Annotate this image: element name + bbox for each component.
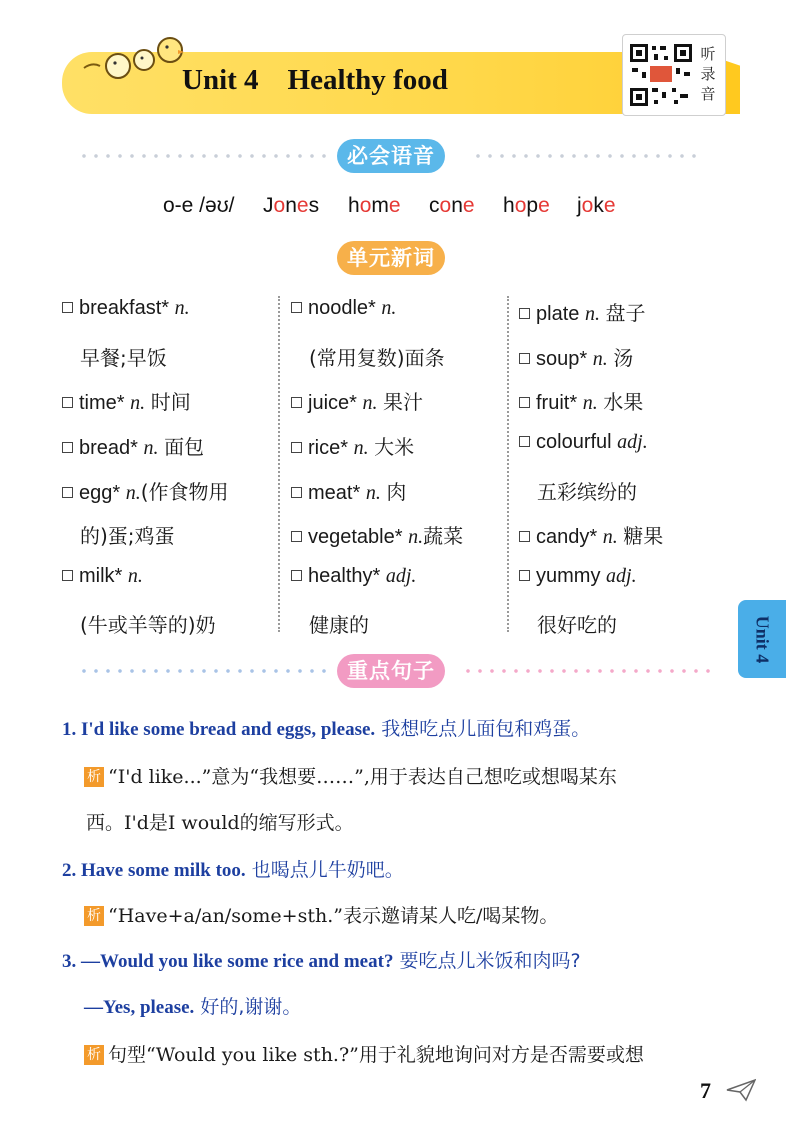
- vocab-item: noodle* n.: [291, 297, 396, 320]
- key-sentence-3: 3. —Would you like some rice and meat? 要吃点儿米饭和肉吗?: [62, 950, 581, 972]
- checkbox-icon[interactable]: [519, 531, 530, 542]
- vocab-item: colourful adj.: [519, 431, 648, 454]
- vocab-meaning: 的)蛋;鸡蛋: [80, 524, 175, 548]
- analysis-marker-icon: 析: [84, 767, 104, 787]
- divider-dots: [462, 669, 712, 673]
- section-title-phonics: 必会语音: [337, 139, 445, 173]
- chicks-illustration: [82, 34, 192, 84]
- checkbox-icon[interactable]: [519, 308, 530, 319]
- vocab-item: time* n. 时间: [62, 386, 191, 415]
- phonics-rule: o-e /əʊ/: [163, 194, 235, 217]
- sentence-note: 西。I'd是I would的缩写形式。: [86, 812, 354, 834]
- unit-side-tab-label: Unit 4: [752, 615, 773, 663]
- checkbox-icon[interactable]: [62, 442, 73, 453]
- phonics-word: Jones: [263, 194, 320, 217]
- section-title-sentences: 重点句子: [337, 654, 445, 688]
- qr-code-icon[interactable]: [628, 42, 694, 108]
- vocab-item: soup* n. 汤: [519, 342, 633, 371]
- vocab-item: egg* n.(作食物用: [62, 476, 229, 505]
- page-number: 7: [700, 1078, 711, 1103]
- vocab-item: plate n. 盘子: [519, 297, 646, 326]
- vocab-item: breakfast* n.: [62, 297, 190, 320]
- checkbox-icon[interactable]: [291, 531, 302, 542]
- vocab-item: vegetable* n.蔬菜: [291, 520, 463, 549]
- analysis-marker-icon: 析: [84, 1045, 104, 1065]
- sentence-note: 析 “I'd like...”意为“我想要……”,用于表达自己想吃或想喝某东: [84, 762, 617, 789]
- vocab-item: candy* n. 糖果: [519, 520, 663, 549]
- column-divider: [507, 296, 509, 632]
- listen-recording-label[interactable]: 听 录 音: [700, 45, 716, 103]
- divider-dots: [472, 154, 702, 158]
- checkbox-icon[interactable]: [62, 570, 73, 581]
- divider-dots: [78, 669, 328, 673]
- phonics-word: cone: [429, 194, 475, 217]
- checkbox-icon[interactable]: [62, 487, 73, 498]
- vocab-item: milk* n.: [62, 565, 143, 588]
- key-sentence-3-reply: —Yes, please. 好的,谢谢。: [84, 996, 302, 1018]
- unit-title: Unit 4 Healthy food: [182, 64, 448, 96]
- vocab-item: rice* n. 大米: [291, 431, 414, 460]
- key-sentence-1: 1. I'd like some bread and eggs, please. 我想吃点儿面包和鸡蛋。: [62, 718, 591, 740]
- checkbox-icon[interactable]: [62, 397, 73, 408]
- vocab-item: juice* n. 果汁: [291, 386, 423, 415]
- checkbox-icon[interactable]: [291, 442, 302, 453]
- vocab-item: bread* n. 面包: [62, 431, 204, 460]
- checkbox-icon[interactable]: [519, 397, 530, 408]
- checkbox-icon[interactable]: [519, 570, 530, 581]
- vocab-item: healthy* adj.: [291, 565, 416, 588]
- vocab-item: meat* n. 肉: [291, 476, 406, 505]
- sentence-note: 析 句型“Would you like sth.?”用于礼貌地询问对方是否需要或想: [84, 1040, 644, 1067]
- key-sentence-2: 2. Have some milk too. 也喝点儿牛奶吧。: [62, 859, 404, 881]
- checkbox-icon[interactable]: [62, 302, 73, 313]
- checkbox-icon[interactable]: [291, 397, 302, 408]
- sentence-note: 析 “Have+a/an/some+sth.”表示邀请某人吃/喝某物。: [84, 901, 558, 928]
- checkbox-icon[interactable]: [519, 353, 530, 364]
- checkbox-icon[interactable]: [291, 487, 302, 498]
- vocab-meaning: 五彩缤纷的: [537, 480, 637, 504]
- section-title-vocab: 单元新词: [337, 241, 445, 275]
- column-divider: [278, 296, 280, 632]
- paper-plane-icon: [726, 1078, 756, 1102]
- vocab-item: fruit* n. 水果: [519, 386, 643, 415]
- vocab-meaning: 早餐;早饭: [80, 346, 167, 370]
- checkbox-icon[interactable]: [291, 302, 302, 313]
- vocab-item: yummy adj.: [519, 565, 637, 588]
- phonics-word: joke: [577, 194, 616, 217]
- divider-dots: [78, 154, 328, 158]
- vocab-meaning: (牛或羊等的)奶: [80, 613, 216, 637]
- vocab-meaning: 很好吃的: [537, 613, 617, 637]
- phonics-word: hope: [503, 194, 550, 217]
- vocab-meaning: 健康的: [309, 613, 369, 637]
- checkbox-icon[interactable]: [519, 436, 530, 447]
- checkbox-icon[interactable]: [291, 570, 302, 581]
- analysis-marker-icon: 析: [84, 906, 104, 926]
- phonics-word: home: [348, 194, 401, 217]
- vocab-meaning: (常用复数)面条: [309, 346, 445, 370]
